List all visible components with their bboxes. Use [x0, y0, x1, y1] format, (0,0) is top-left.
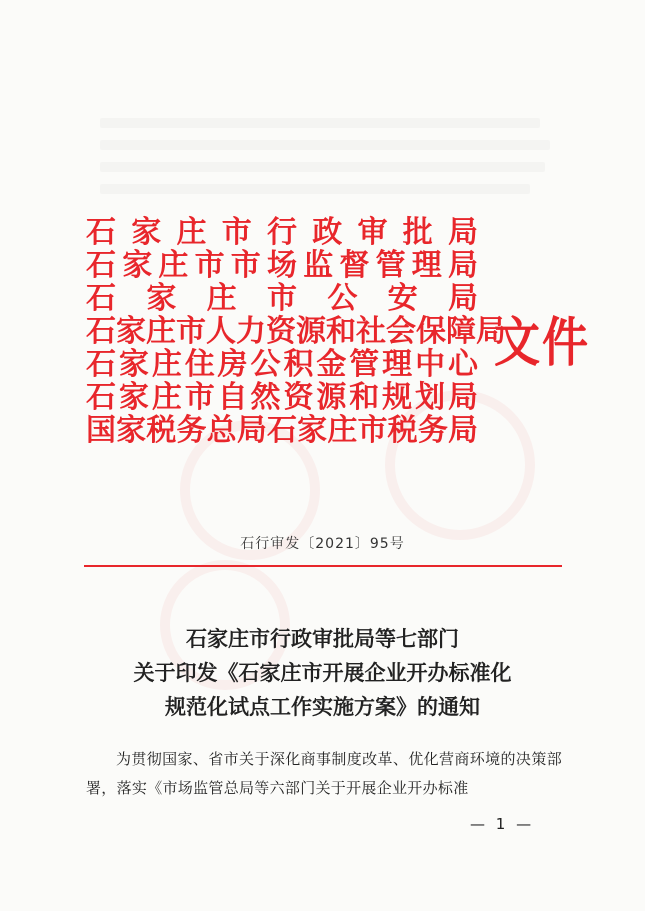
title-line: 石家庄市行政审批局等七部门	[186, 626, 459, 651]
issuer-line: 石家庄市行政审批局	[86, 215, 478, 250]
issuing-authorities	[86, 215, 506, 448]
issuer-line: 石 家 庄 市 公 安 局	[86, 281, 478, 316]
issuer-line: 石家庄市自然资源和规划局	[86, 380, 478, 415]
show-through-text	[100, 118, 540, 128]
issuer-line: 石家庄市市场监督管理局	[86, 248, 478, 283]
issuer-line: 石家庄住房公积金管理中心	[86, 347, 478, 382]
show-through-text	[100, 140, 550, 150]
show-through-text	[100, 162, 545, 172]
issuer-line: 石家庄市人力资源和社会保障局	[86, 314, 506, 349]
title-line: 关于印发《石家庄市开展企业开办标准化	[133, 660, 512, 685]
page-number: — 1 —	[470, 815, 535, 833]
red-divider-rule	[84, 565, 562, 567]
issuer-line: 国家税务总局石家庄市税务局	[86, 413, 478, 448]
document-number: 石行审发〔2021〕95号	[240, 536, 405, 552]
file-heading-word: 文件	[494, 310, 590, 373]
body-paragraph: 为贯彻国家、省市关于深化商事制度改革、优化营商环境的决策部署，落实《市场监管总局等六部门关于开展企业开办标准	[86, 750, 562, 797]
document-title	[0, 622, 645, 724]
title-line: 规范化试点工作实施方案》的通知	[165, 694, 480, 719]
show-through-text	[100, 184, 530, 194]
